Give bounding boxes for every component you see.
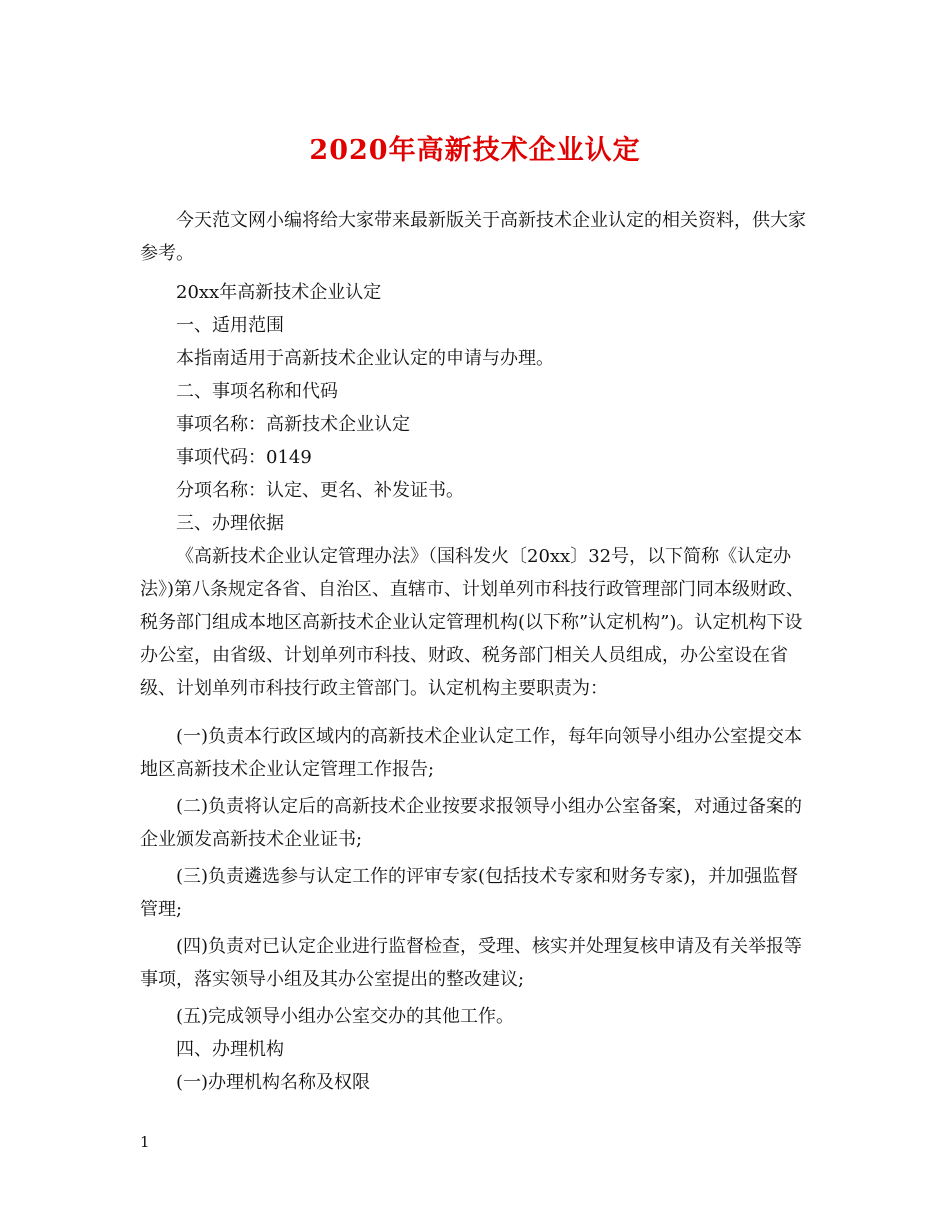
list-item-duty-2: (二)负责将认定后的高新技术企业按要求报领导小组办公室备案，对通过备案的企业颁发高新技术企业证书; <box>140 796 803 850</box>
paragraph-item-name: 事项名称：高新技术企业认定 <box>176 414 410 435</box>
list-item-duty-1: (一)负责本行政区域内的高新技术企业认定工作，每年向领导小组办公室提交本地区高新技术企业认定管理工作报告; <box>140 726 803 780</box>
paragraph-subtitle: 20xx年高新技术企业认定 <box>176 282 382 303</box>
paragraph-item-code: 事项代码：0149 <box>176 447 312 468</box>
document-title: 2020年高新技术企业认定 <box>309 135 641 166</box>
paragraph-sub-item-name: 分项名称：认定、更名、补发证书。 <box>176 480 464 501</box>
section-heading-agency: 四、办理机构 <box>176 1039 284 1060</box>
page-number: 1 <box>140 1133 150 1151</box>
section-heading-name-code: 二、事项名称和代码 <box>176 381 338 402</box>
list-item-duty-3: (三)负责遴选参与认定工作的评审专家(包括技术专家和财务专家)，并加强监督管理; <box>140 866 799 920</box>
paragraph-basis: 《高新技术企业认定管理办法》（国科发火〔20xx〕32号，以下简称《认定办法》)第八条规定各省、自治区、直辖市、计划单列市科技行政管理部门同本级财政、税务部门组成本地区高新技术企业认定管理机构(以下称”认定机构”)。认定机构下设办公室，由省级、计划单列市科技、财政、税务部门相关人员组成，办公室设在省级、计划单列市科技行政主管部门。认定机构主要职责为： <box>140 546 805 699</box>
section-heading-scope: 一、适用范围 <box>176 315 284 336</box>
paragraph-scope: 本指南适用于高新技术企业认定的申请与办理。 <box>176 348 554 369</box>
paragraph-intro: 今天范文网小编将给大家带来最新版关于高新技术企业认定的相关资料，供大家参考。 <box>140 210 806 264</box>
list-item-duty-4: (四)负责对已认定企业进行监督检查，受理、核实并处理复核申请及有关举报等事项，落实领导小组及其办公室提出的整改建议; <box>140 936 803 990</box>
paragraph-agency-name: (一)办理机构名称及权限 <box>176 1072 371 1093</box>
list-item-duty-5: (五)完成领导小组办公室交办的其他工作。 <box>176 1006 515 1027</box>
section-heading-basis: 三、办理依据 <box>176 513 284 534</box>
